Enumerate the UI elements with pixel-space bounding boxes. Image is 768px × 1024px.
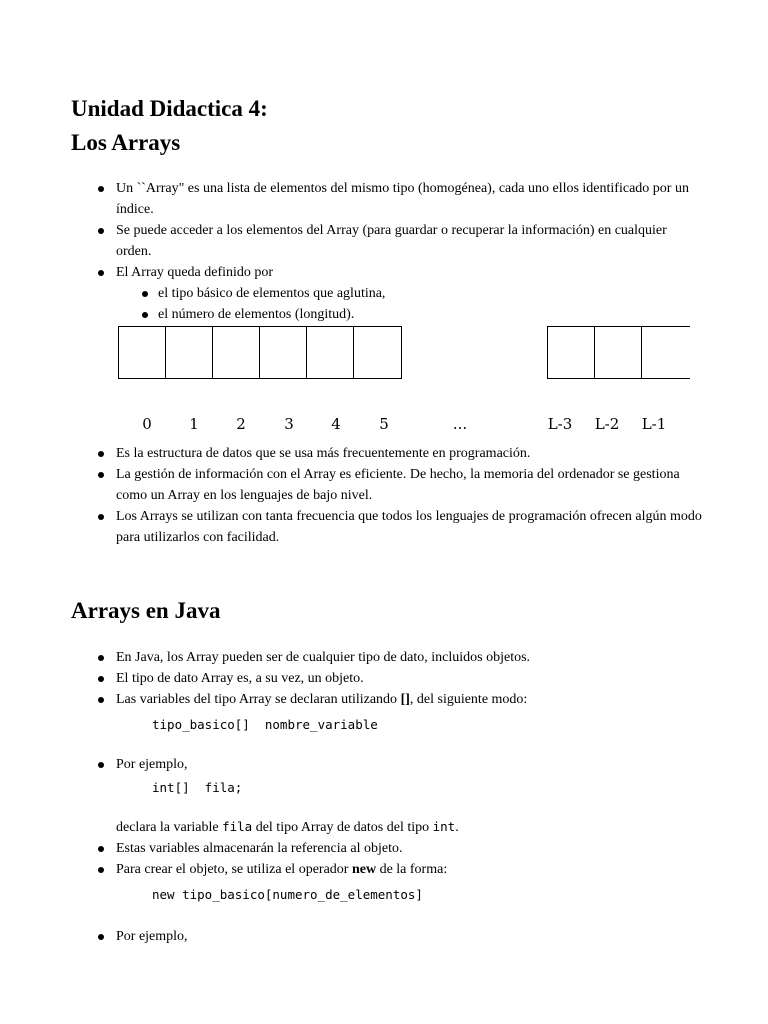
code-example: int[] fila;: [152, 780, 243, 795]
bullet-icon: [98, 186, 104, 192]
array-cell: [354, 327, 401, 378]
list-item: Por ejemplo,: [98, 926, 703, 947]
array-cell: [595, 327, 642, 378]
array-cell: [260, 327, 307, 378]
new-operator-bullet-list: [98, 838, 703, 880]
intro-bullet-list: [98, 178, 703, 325]
list-item: Las variables del tipo Array se declaran utilizando [], del siguiente modo:: [98, 689, 703, 710]
inline-code: int: [432, 819, 456, 834]
list-item: Los Arrays se utilizan con tanta frecuencia que todos los lenguajes de programación ofrecen algún modo para utilizarlos con facilidad.: [98, 506, 703, 548]
bullet-icon: [98, 655, 104, 661]
java-bullet-list: [98, 647, 703, 710]
brackets-keyword: []: [400, 692, 410, 707]
bullet-icon: [98, 697, 104, 703]
example-bullet-list: [98, 754, 703, 775]
array-cells-left: [118, 326, 402, 379]
code-declaration: tipo_basico[] nombre_variable: [152, 717, 378, 732]
array-index-label: 5: [379, 415, 389, 433]
bullet-icon: [98, 867, 104, 873]
declara-line: declara la variable fila del tipo Array de datos del tipo int.: [116, 819, 459, 835]
bullet-icon: [98, 451, 104, 457]
list-item: El tipo de dato Array es, a su vez, un objeto.: [98, 668, 703, 689]
array-cell: [213, 327, 260, 378]
bullet-icon: [98, 270, 104, 276]
bullet-icon: [98, 472, 104, 478]
array-cell: [119, 327, 166, 378]
list-item: La gestión de información con el Array es eficiente. De hecho, la memoria del ordenador se gestiona como un Array en los lenguajes de bajo nivel.: [98, 464, 703, 506]
array-ellipsis: ...: [452, 415, 468, 433]
array-index-label: 1: [189, 415, 199, 433]
array-cell: [548, 327, 595, 378]
bullet-icon: [98, 934, 104, 940]
properties-bullet-list: [98, 443, 703, 548]
array-cell: [307, 327, 354, 378]
array-index-label: L-1: [641, 415, 667, 433]
arrays-heading: Los Arrays: [71, 130, 181, 155]
unit-heading: Unidad Didactica 4:: [71, 96, 268, 121]
list-item: el tipo básico de elementos que aglutina,: [142, 283, 703, 304]
array-cell: [166, 327, 213, 378]
array-index-label: L-3: [547, 415, 573, 433]
sub-bullet-list: [116, 283, 703, 325]
list-item: Se puede acceder a los elementos del Array (para guardar o recuperar la información) en cualquier orden.: [98, 220, 703, 262]
java-arrays-heading: Arrays en Java: [71, 598, 221, 623]
array-cell: [642, 327, 690, 378]
array-index-label: L-2: [594, 415, 620, 433]
code-new-operator: new tipo_basico[numero_de_elementos]: [152, 887, 423, 902]
list-item: El Array queda definido por el tipo básico de elementos que aglutina, el número de elementos (longitud).: [98, 262, 703, 325]
inline-code: fila: [222, 819, 253, 834]
bullet-icon: [98, 514, 104, 520]
list-item: Estas variables almacenarán la referencia al objeto.: [98, 838, 703, 859]
new-keyword: new: [351, 862, 377, 877]
bullet-icon: [142, 312, 148, 318]
array-index-label: 3: [284, 415, 294, 433]
list-item: Para crear el objeto, se utiliza el operador new de la forma:: [98, 859, 703, 880]
list-item: Un ``Array" es una lista de elementos del mismo tipo (homogénea), cada uno ellos identificado por un índice.: [98, 178, 703, 220]
array-diagram: [118, 326, 693, 440]
bullet-icon: [98, 846, 104, 852]
example2-bullet-list: [98, 926, 703, 947]
array-index-label: 0: [142, 415, 152, 433]
bullet-icon: [142, 291, 148, 297]
array-index-label: 2: [236, 415, 246, 433]
array-cells-right: [547, 326, 690, 379]
array-index-label: 4: [331, 415, 341, 433]
list-item: Es la estructura de datos que se usa más frecuentemente en programación.: [98, 443, 703, 464]
bullet-icon: [98, 762, 104, 768]
list-item: En Java, los Array pueden ser de cualquier tipo de dato, incluidos objetos.: [98, 647, 703, 668]
list-item: Por ejemplo,: [98, 754, 703, 775]
list-item: el número de elementos (longitud).: [142, 304, 703, 325]
bullet-icon: [98, 228, 104, 234]
bullet-icon: [98, 676, 104, 682]
